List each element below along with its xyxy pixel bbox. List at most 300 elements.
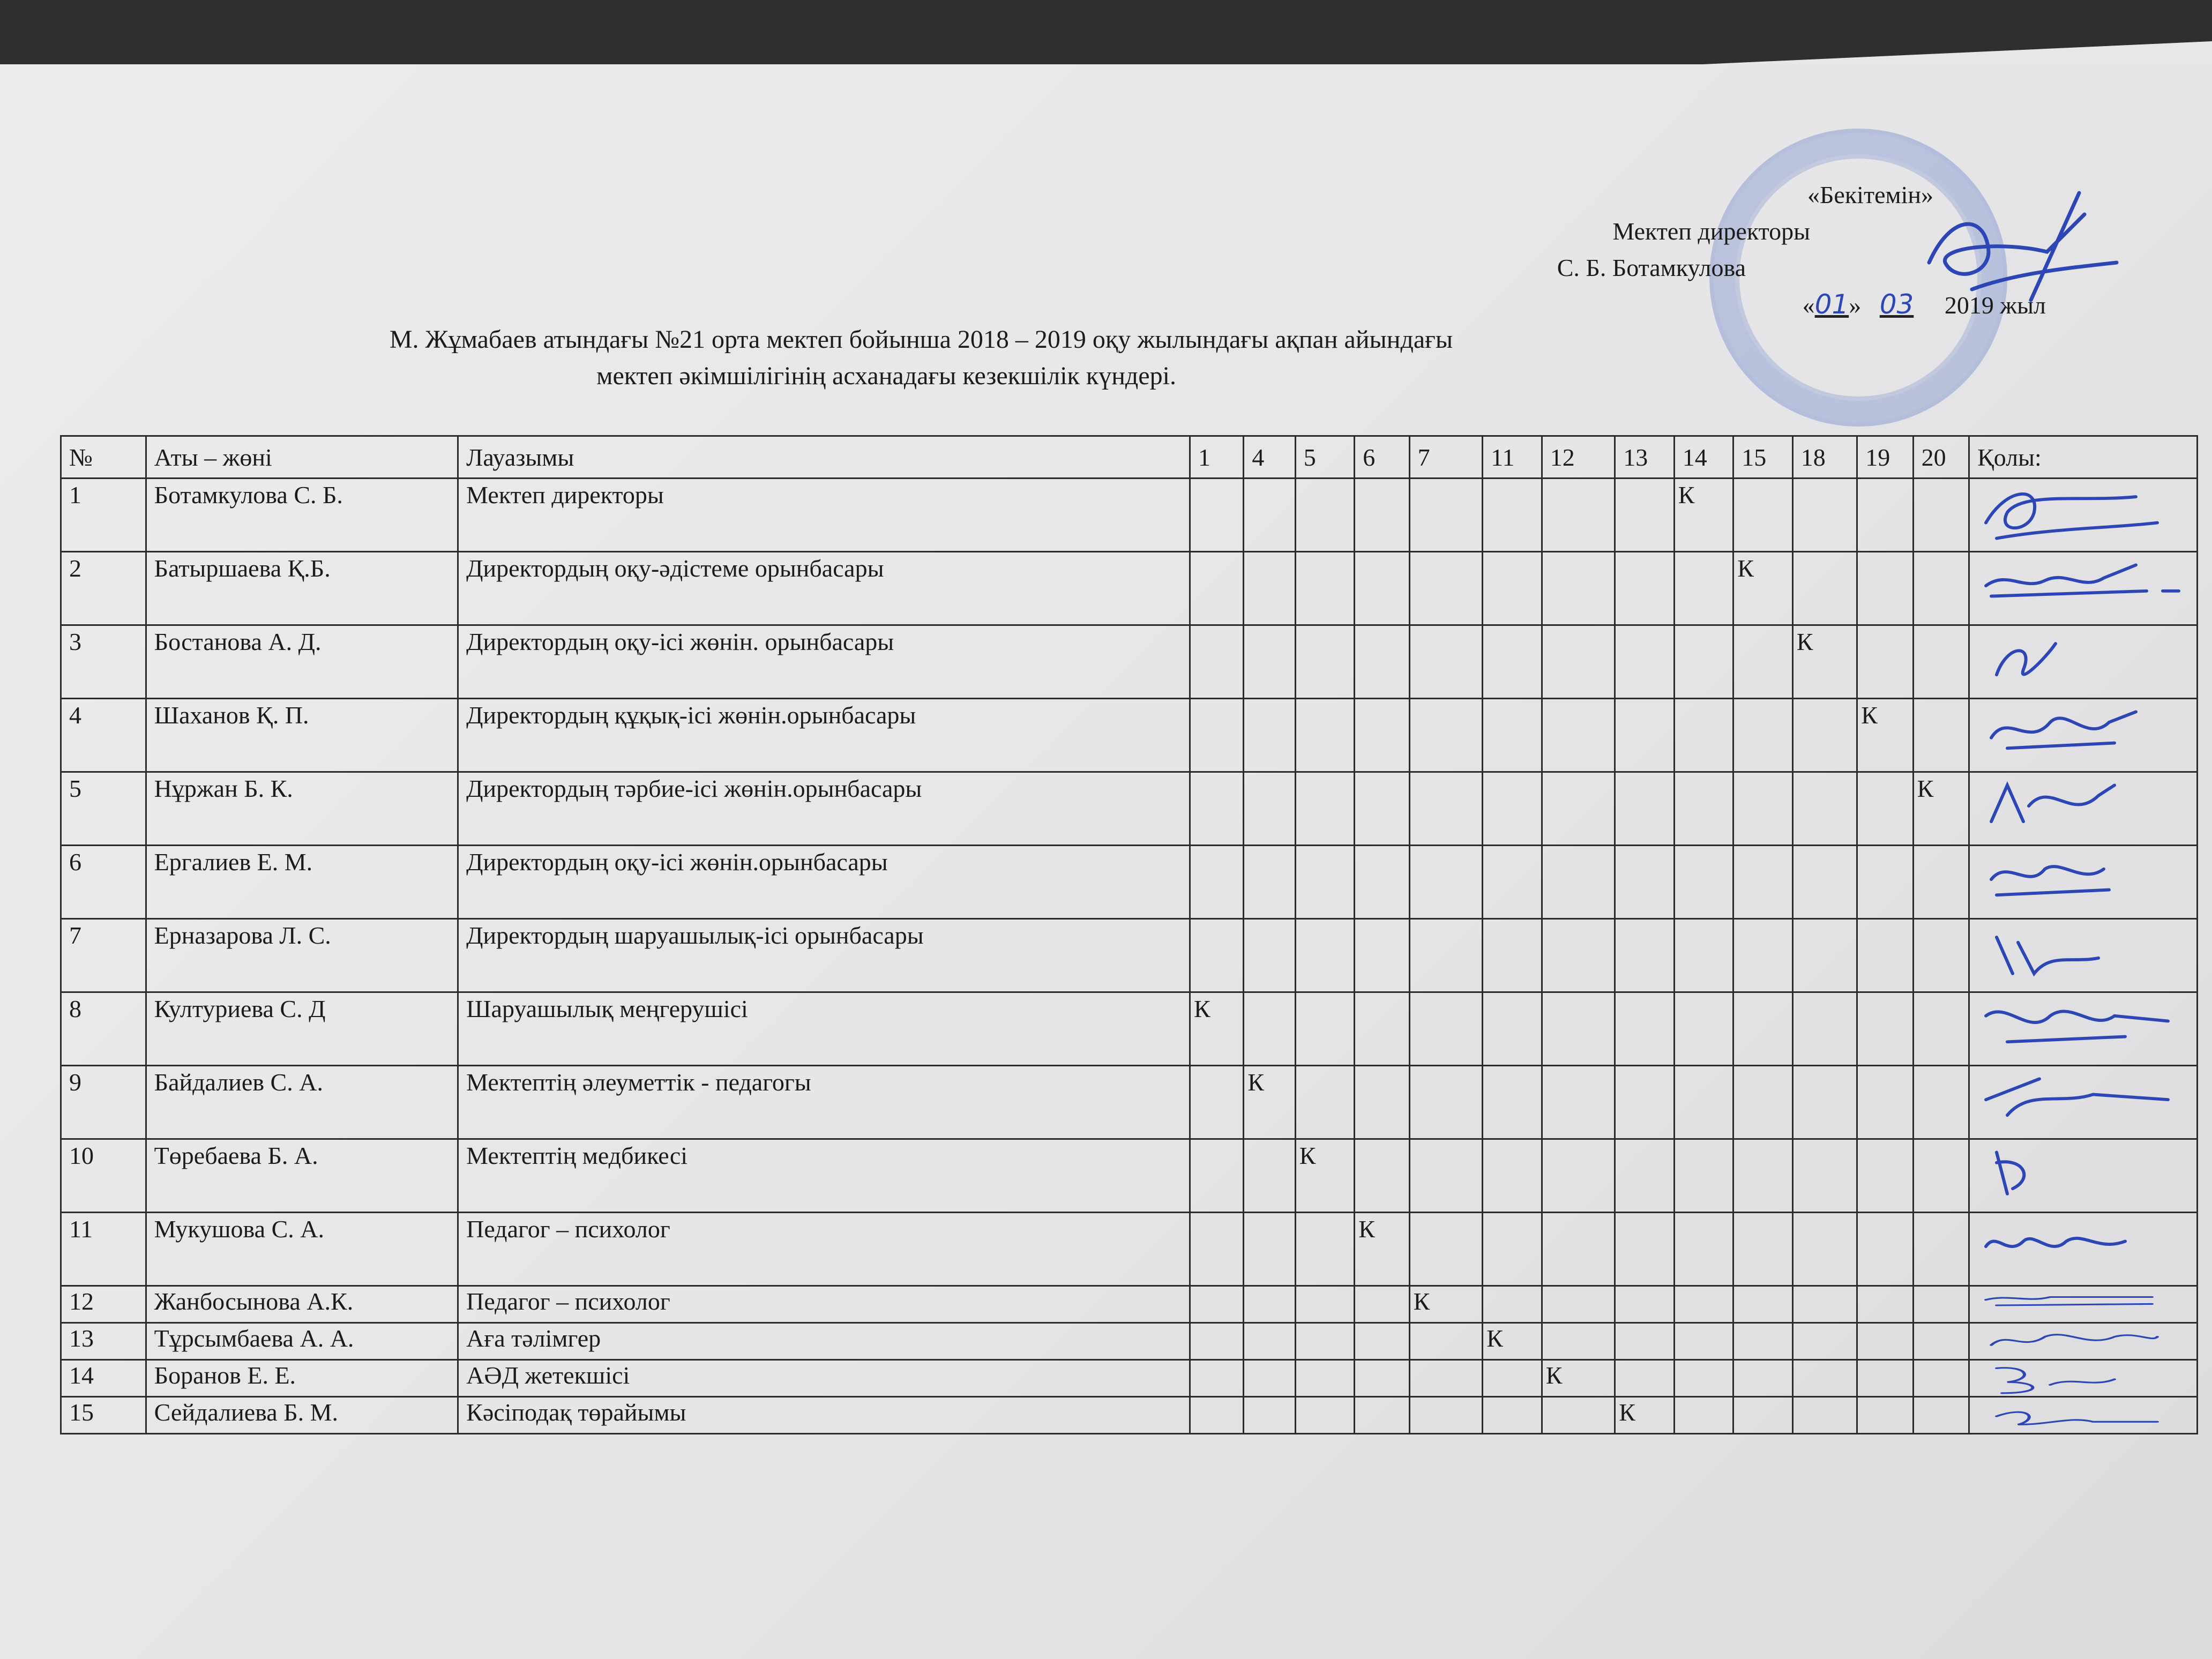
duty-cell-day-14 [1674, 699, 1733, 772]
duty-cell-day-15 [1733, 992, 1792, 1066]
row-name: Мукушова С. А. [146, 1213, 458, 1286]
duty-cell-day-12 [1542, 846, 1615, 919]
duty-cell-day-4 [1244, 1213, 1295, 1286]
approval-day: 01 [1814, 289, 1849, 320]
row-signature [1969, 1397, 2198, 1434]
approval-date: «01» 03 2019 жыл [1802, 289, 2046, 320]
duty-cell-day-4 [1244, 1139, 1295, 1213]
row-name: Нұржан Б. К. [146, 772, 458, 846]
table-row [61, 772, 2198, 846]
duty-cell-day-5 [1295, 1397, 1354, 1434]
duty-cell-day-4 [1244, 1397, 1295, 1434]
duty-mark: К [1913, 772, 1969, 846]
duty-cell-day-13 [1615, 1323, 1674, 1360]
approval-month: 03 [1879, 289, 1914, 320]
duty-cell-day-12 [1542, 479, 1615, 552]
duty-cell-day-18 [1792, 479, 1857, 552]
header-day-6: 6 [1355, 436, 1409, 479]
duty-cell-day-18 [1792, 919, 1857, 992]
duty-cell-day-1 [1190, 1213, 1243, 1286]
duty-cell-day-1 [1190, 1360, 1243, 1397]
duty-cell-day-20 [1913, 1213, 1969, 1286]
duty-cell-day-20 [1913, 1323, 1969, 1360]
duty-cell-day-20 [1913, 992, 1969, 1066]
row-num: 10 [61, 1139, 146, 1213]
duty-cell-day-14 [1674, 919, 1733, 992]
duty-cell-day-6 [1355, 992, 1409, 1066]
header-day-19: 19 [1857, 436, 1913, 479]
duty-cell-day-5 [1295, 1286, 1354, 1323]
duty-cell-day-18 [1792, 699, 1857, 772]
row-num: 4 [61, 699, 146, 772]
row-name: Бостанова А. Д. [146, 625, 458, 699]
duty-mark: К [1857, 699, 1913, 772]
title-line-2: мектеп әкімшілігінің асханадағы кезекшілік күндері. [596, 362, 1176, 390]
duty-cell-day-6 [1355, 772, 1409, 846]
duty-cell-day-15 [1733, 1066, 1792, 1139]
duty-cell-day-7 [1409, 625, 1483, 699]
duty-cell-day-1 [1190, 772, 1243, 846]
header-row [61, 436, 2198, 479]
duty-cell-day-11 [1483, 1139, 1542, 1213]
duty-cell-day-11 [1483, 992, 1542, 1066]
header-day-7: 7 [1409, 436, 1483, 479]
duty-cell-day-13 [1615, 1286, 1674, 1323]
row-signature [1969, 772, 2198, 846]
duty-mark: К [1792, 625, 1857, 699]
duty-cell-day-19 [1857, 479, 1913, 552]
duty-cell-day-7 [1409, 772, 1483, 846]
duty-cell-day-18 [1792, 1066, 1857, 1139]
duty-cell-day-12 [1542, 1323, 1615, 1360]
handwritten-signature [1975, 1400, 2189, 1433]
duty-cell-day-6 [1355, 479, 1409, 552]
duty-mark: К [1244, 1066, 1295, 1139]
duty-cell-day-7 [1409, 919, 1483, 992]
table-row [61, 1360, 2198, 1397]
duty-cell-day-13 [1615, 992, 1674, 1066]
row-num: 12 [61, 1286, 146, 1323]
duty-cell-day-20 [1913, 479, 1969, 552]
duty-cell-day-20 [1913, 1066, 1969, 1139]
duty-cell-day-15 [1733, 1397, 1792, 1434]
duty-cell-day-11 [1483, 625, 1542, 699]
duty-cell-day-7 [1409, 1360, 1483, 1397]
background-shadow [0, 0, 2212, 75]
duty-cell-day-7 [1409, 846, 1483, 919]
duty-cell-day-5 [1295, 992, 1354, 1066]
row-signature [1969, 699, 2198, 772]
duty-cell-day-18 [1792, 1360, 1857, 1397]
duty-cell-day-12 [1542, 1397, 1615, 1434]
duty-cell-day-1 [1190, 1397, 1243, 1434]
duty-mark: К [1542, 1360, 1615, 1397]
header-day-13: 13 [1615, 436, 1674, 479]
duty-cell-day-1 [1190, 846, 1243, 919]
duty-cell-day-6 [1355, 1139, 1409, 1213]
duty-cell-day-20 [1913, 699, 1969, 772]
duty-cell-day-13 [1615, 552, 1674, 625]
duty-cell-day-20 [1913, 552, 1969, 625]
duty-cell-day-4 [1244, 772, 1295, 846]
duty-cell-day-5 [1295, 1360, 1354, 1397]
duty-cell-day-11 [1483, 772, 1542, 846]
duty-cell-day-18 [1792, 1213, 1857, 1286]
duty-cell-day-15 [1733, 1286, 1792, 1323]
row-signature [1969, 1286, 2198, 1323]
duty-cell-day-1 [1190, 1286, 1243, 1323]
handwritten-signature [1975, 555, 2189, 622]
row-signature [1969, 1139, 2198, 1213]
duty-cell-day-18 [1792, 1286, 1857, 1323]
duty-cell-day-19 [1857, 1213, 1913, 1286]
duty-cell-day-7 [1409, 1323, 1483, 1360]
handwritten-signature [1975, 1142, 2189, 1209]
duty-table [60, 435, 2198, 1434]
duty-mark: К [1615, 1397, 1674, 1434]
handwritten-signature [1975, 481, 2189, 549]
duty-cell-day-12 [1542, 1066, 1615, 1139]
header-day-18: 18 [1792, 436, 1857, 479]
duty-cell-day-11 [1483, 552, 1542, 625]
duty-cell-day-7 [1409, 992, 1483, 1066]
row-position: Директордың оқу-ісі жөнін.орынбасары [458, 846, 1190, 919]
table-row [61, 992, 2198, 1066]
row-name: Сейдалиева Б. М. [146, 1397, 458, 1434]
duty-cell-day-11 [1483, 699, 1542, 772]
table-row [61, 1213, 2198, 1286]
duty-cell-day-12 [1542, 625, 1615, 699]
duty-cell-day-14 [1674, 625, 1733, 699]
table-row [61, 479, 2198, 552]
duty-cell-day-5 [1295, 919, 1354, 992]
duty-cell-day-6 [1355, 1286, 1409, 1323]
row-num: 14 [61, 1360, 146, 1397]
duty-cell-day-13 [1615, 772, 1674, 846]
duty-cell-day-6 [1355, 1360, 1409, 1397]
handwritten-signature [1975, 775, 2189, 842]
header-day-1: 1 [1190, 436, 1243, 479]
duty-cell-day-1 [1190, 1066, 1243, 1139]
row-position: Директордың оқу-әдістеме орынбасары [458, 552, 1190, 625]
duty-cell-day-19 [1857, 625, 1913, 699]
duty-mark: К [1190, 992, 1243, 1066]
duty-cell-day-20 [1913, 625, 1969, 699]
duty-mark: К [1355, 1213, 1409, 1286]
approval-position: Мектеп директоры [1612, 218, 1810, 245]
duty-cell-day-13 [1615, 1139, 1674, 1213]
duty-cell-day-11 [1483, 1066, 1542, 1139]
duty-mark: К [1295, 1139, 1354, 1213]
duty-cell-day-20 [1913, 919, 1969, 992]
duty-cell-day-5 [1295, 772, 1354, 846]
row-name: Ергалиев Е. М. [146, 846, 458, 919]
duty-mark: К [1674, 479, 1733, 552]
row-signature [1969, 1323, 2198, 1360]
duty-cell-day-1 [1190, 919, 1243, 992]
duty-cell-day-6 [1355, 699, 1409, 772]
director-signature [1908, 182, 2133, 311]
duty-cell-day-15 [1733, 1323, 1792, 1360]
row-position: Мектептің медбикесі [458, 1139, 1190, 1213]
header-day-15: 15 [1733, 436, 1792, 479]
duty-cell-day-19 [1857, 1360, 1913, 1397]
duty-cell-day-18 [1792, 1323, 1857, 1360]
duty-cell-day-15 [1733, 919, 1792, 992]
duty-cell-day-1 [1190, 479, 1243, 552]
duty-cell-day-18 [1792, 846, 1857, 919]
duty-cell-day-19 [1857, 919, 1913, 992]
row-signature [1969, 1360, 2198, 1397]
row-position: Директордың құқық-ісі жөнін.орынбасары [458, 699, 1190, 772]
row-position: Мектеп директоры [458, 479, 1190, 552]
row-signature [1969, 625, 2198, 699]
duty-cell-day-15 [1733, 699, 1792, 772]
approval-year: 2019 жыл [1944, 292, 2046, 319]
duty-cell-day-5 [1295, 625, 1354, 699]
duty-mark: К [1733, 552, 1792, 625]
duty-cell-day-4 [1244, 479, 1295, 552]
duty-mark: К [1409, 1286, 1483, 1323]
duty-cell-day-5 [1295, 1213, 1354, 1286]
row-signature [1969, 479, 2198, 552]
header-signature: Қолы: [1969, 436, 2198, 479]
duty-cell-day-12 [1542, 992, 1615, 1066]
duty-cell-day-7 [1409, 479, 1483, 552]
row-name: Ботамкулова С. Б. [146, 479, 458, 552]
duty-cell-day-15 [1733, 1213, 1792, 1286]
header-day-12: 12 [1542, 436, 1615, 479]
row-num: 8 [61, 992, 146, 1066]
duty-cell-day-4 [1244, 699, 1295, 772]
duty-cell-day-14 [1674, 846, 1733, 919]
duty-cell-day-20 [1913, 846, 1969, 919]
duty-cell-day-18 [1792, 992, 1857, 1066]
duty-cell-day-7 [1409, 552, 1483, 625]
table-row [61, 625, 2198, 699]
duty-cell-day-13 [1615, 846, 1674, 919]
duty-cell-day-19 [1857, 552, 1913, 625]
duty-cell-day-13 [1615, 479, 1674, 552]
duty-cell-day-7 [1409, 1213, 1483, 1286]
handwritten-signature [1975, 848, 2189, 916]
duty-cell-day-14 [1674, 992, 1733, 1066]
duty-cell-day-6 [1355, 1323, 1409, 1360]
duty-cell-day-19 [1857, 1286, 1913, 1323]
duty-cell-day-7 [1409, 1139, 1483, 1213]
duty-cell-day-20 [1913, 1360, 1969, 1397]
row-position: АӘД жетекшісі [458, 1360, 1190, 1397]
row-name: Шаханов Қ. П. [146, 699, 458, 772]
duty-cell-day-12 [1542, 552, 1615, 625]
duty-cell-day-11 [1483, 479, 1542, 552]
duty-cell-day-15 [1733, 1139, 1792, 1213]
duty-cell-day-6 [1355, 919, 1409, 992]
header-day-20: 20 [1913, 436, 1969, 479]
row-name: Батыршаева Қ.Б. [146, 552, 458, 625]
row-num: 2 [61, 552, 146, 625]
row-num: 9 [61, 1066, 146, 1139]
duty-cell-day-5 [1295, 479, 1354, 552]
duty-cell-day-1 [1190, 552, 1243, 625]
header-day-4: 4 [1244, 436, 1295, 479]
table-row [61, 552, 2198, 625]
handwritten-signature [1975, 922, 2189, 989]
duty-cell-day-5 [1295, 1323, 1354, 1360]
duty-cell-day-15 [1733, 1360, 1792, 1397]
duty-cell-day-11 [1483, 1286, 1542, 1323]
duty-cell-day-4 [1244, 919, 1295, 992]
duty-cell-day-15 [1733, 846, 1792, 919]
header-day-11: 11 [1483, 436, 1542, 479]
row-signature [1969, 1066, 2198, 1139]
table-row [61, 1286, 2198, 1323]
duty-cell-day-19 [1857, 772, 1913, 846]
row-position: Шаруашылық меңгерушісі [458, 992, 1190, 1066]
handwritten-signature [1975, 995, 2189, 1063]
duty-cell-day-12 [1542, 1286, 1615, 1323]
row-num: 6 [61, 846, 146, 919]
duty-cell-day-12 [1542, 919, 1615, 992]
duty-cell-day-1 [1190, 1323, 1243, 1360]
header-num: № [61, 436, 146, 479]
duty-cell-day-7 [1409, 699, 1483, 772]
duty-cell-day-14 [1674, 552, 1733, 625]
duty-cell-day-19 [1857, 1139, 1913, 1213]
row-name: Байдалиев С. А. [146, 1066, 458, 1139]
row-name: Ерназарова Л. С. [146, 919, 458, 992]
duty-cell-day-14 [1674, 1286, 1733, 1323]
table-row [61, 1139, 2198, 1213]
row-num: 3 [61, 625, 146, 699]
handwritten-signature [1975, 1326, 2189, 1359]
duty-cell-day-11 [1483, 919, 1542, 992]
duty-cell-day-6 [1355, 1397, 1409, 1434]
duty-cell-day-4 [1244, 1360, 1295, 1397]
duty-cell-day-1 [1190, 625, 1243, 699]
duty-cell-day-4 [1244, 1286, 1295, 1323]
row-num: 13 [61, 1323, 146, 1360]
handwritten-signature [1975, 1289, 2189, 1322]
handwritten-signature [1975, 1068, 2189, 1136]
row-signature [1969, 846, 2198, 919]
duty-cell-day-5 [1295, 1066, 1354, 1139]
duty-cell-day-4 [1244, 552, 1295, 625]
duty-cell-day-12 [1542, 772, 1615, 846]
duty-cell-day-14 [1674, 1213, 1733, 1286]
duty-cell-day-13 [1615, 699, 1674, 772]
duty-cell-day-19 [1857, 1066, 1913, 1139]
row-name: Жанбосынова А.К. [146, 1286, 458, 1323]
row-num: 1 [61, 479, 146, 552]
duty-cell-day-19 [1857, 992, 1913, 1066]
table-row [61, 1323, 2198, 1360]
duty-cell-day-14 [1674, 1139, 1733, 1213]
duty-cell-day-7 [1409, 1066, 1483, 1139]
row-name: Тұрсымбаева А. А. [146, 1323, 458, 1360]
row-signature [1969, 552, 2198, 625]
duty-cell-day-14 [1674, 1323, 1733, 1360]
duty-cell-day-4 [1244, 992, 1295, 1066]
row-position: Педагог – психолог [458, 1286, 1190, 1323]
row-signature [1969, 1213, 2198, 1286]
row-num: 15 [61, 1397, 146, 1434]
row-signature [1969, 919, 2198, 992]
row-position: Директордың тәрбие-ісі жөнін.орынбасары [458, 772, 1190, 846]
duty-cell-day-5 [1295, 846, 1354, 919]
duty-cell-day-13 [1615, 625, 1674, 699]
row-num: 11 [61, 1213, 146, 1286]
table-row [61, 699, 2198, 772]
duty-cell-day-20 [1913, 1286, 1969, 1323]
duty-cell-day-15 [1733, 625, 1792, 699]
duty-cell-day-12 [1542, 1139, 1615, 1213]
duty-cell-day-4 [1244, 846, 1295, 919]
duty-cell-day-13 [1615, 1360, 1674, 1397]
header-day-14: 14 [1674, 436, 1733, 479]
duty-cell-day-19 [1857, 1397, 1913, 1434]
row-position: Директордың оқу-ісі жөнін. орынбасары [458, 625, 1190, 699]
duty-cell-day-13 [1615, 1213, 1674, 1286]
duty-cell-day-19 [1857, 846, 1913, 919]
duty-cell-day-14 [1674, 1066, 1733, 1139]
table-row [61, 846, 2198, 919]
row-position: Директордың шаруашылық-ісі орынбасары [458, 919, 1190, 992]
row-name: Културиева С. Д [146, 992, 458, 1066]
duty-cell-day-5 [1295, 552, 1354, 625]
title-line-1: М. Жұмабаев атындағы №21 орта мектеп бойынша 2018 – 2019 оқу жылындағы ақпан айындағы [389, 325, 1453, 354]
table-row [61, 1066, 2198, 1139]
duty-cell-day-1 [1190, 1139, 1243, 1213]
row-name: Төребаева Б. А. [146, 1139, 458, 1213]
handwritten-signature [1975, 1215, 2189, 1283]
row-position: Аға тәлімгер [458, 1323, 1190, 1360]
duty-cell-day-18 [1792, 772, 1857, 846]
duty-cell-day-14 [1674, 1397, 1733, 1434]
duty-cell-day-6 [1355, 625, 1409, 699]
duty-cell-day-12 [1542, 1213, 1615, 1286]
duty-cell-day-18 [1792, 1139, 1857, 1213]
duty-cell-day-4 [1244, 625, 1295, 699]
row-signature [1969, 992, 2198, 1066]
duty-cell-day-20 [1913, 1397, 1969, 1434]
header-name: Аты – жөні [146, 436, 458, 479]
handwritten-signature [1975, 1363, 2189, 1396]
duty-cell-day-6 [1355, 552, 1409, 625]
approval-director-name: С. Б. Ботамкулова [1557, 254, 1746, 281]
duty-cell-day-15 [1733, 772, 1792, 846]
duty-cell-day-5 [1295, 699, 1354, 772]
handwritten-signature [1975, 628, 2189, 696]
row-num: 5 [61, 772, 146, 846]
row-position: Педагог – психолог [458, 1213, 1190, 1286]
duty-cell-day-13 [1615, 919, 1674, 992]
duty-mark: К [1483, 1323, 1542, 1360]
approval-heading: «Бекітемін» [1807, 181, 1933, 208]
duty-cell-day-13 [1615, 1066, 1674, 1139]
row-num: 7 [61, 919, 146, 992]
duty-cell-day-18 [1792, 1397, 1857, 1434]
row-position: Кәсіподақ төрайымы [458, 1397, 1190, 1434]
header-position: Лауазымы [458, 436, 1190, 479]
duty-cell-day-20 [1913, 1139, 1969, 1213]
duty-cell-day-12 [1542, 699, 1615, 772]
row-position: Мектептің әлеуметтік - педагогы [458, 1066, 1190, 1139]
duty-cell-day-14 [1674, 1360, 1733, 1397]
handwritten-signature [1975, 701, 2189, 769]
duty-cell-day-11 [1483, 846, 1542, 919]
duty-cell-day-18 [1792, 552, 1857, 625]
